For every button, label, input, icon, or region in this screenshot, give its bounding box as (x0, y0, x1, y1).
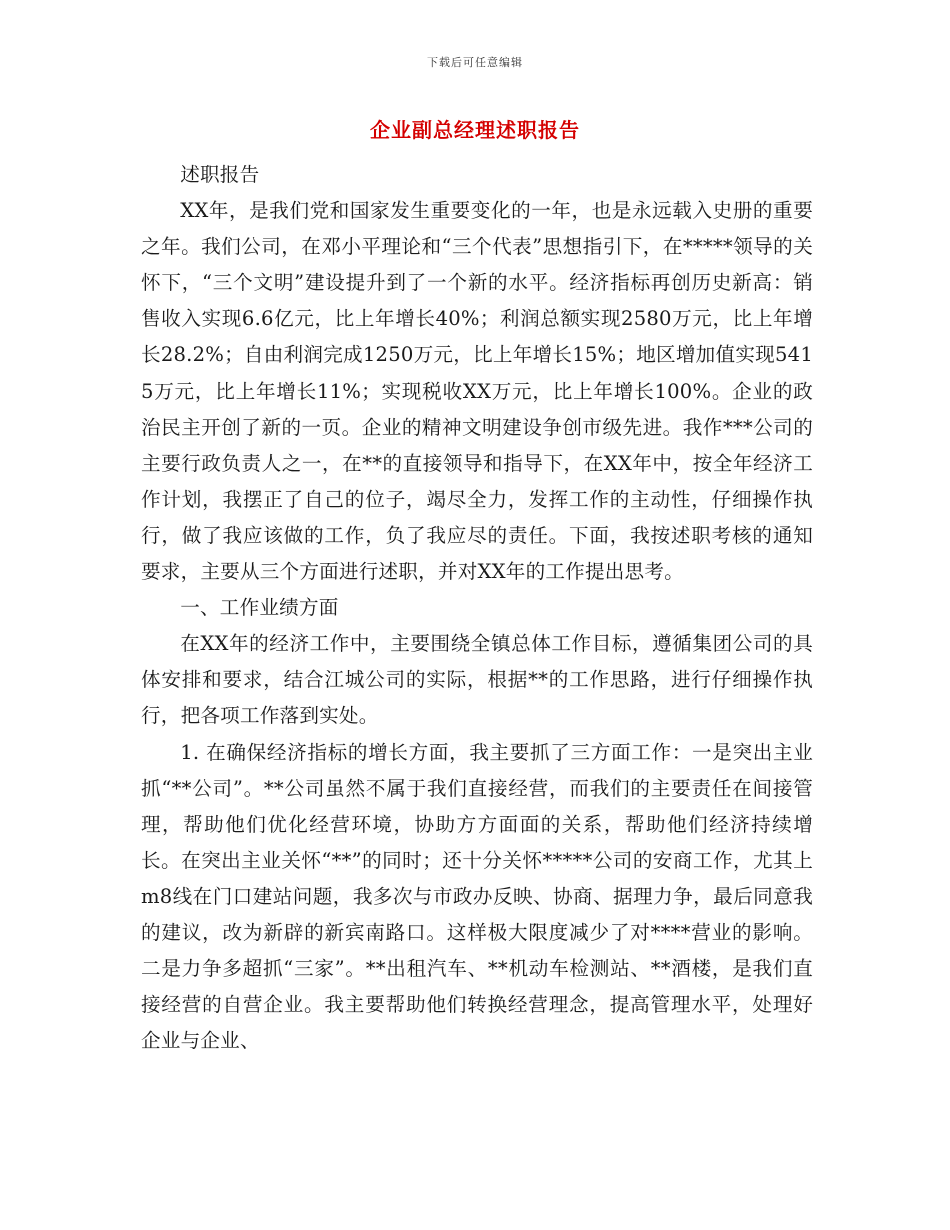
paragraph-section-heading: 一、工作业绩方面 (180, 596, 339, 620)
paragraph-item-1: 1. 在确保经济指标的增长方面，我主要抓了三方面工作：一是突出主业抓“**公司”。**公司虽然不属于我们直接经营，而我们的主要责任在间接管理，帮助他们优化经营环境，协助方方面面的关系，帮助他们经济持续增长。在突出主业关怀“**”的同时；还十分关怀*****公司的安商工作，尤其上m8线在门口建站问题，我多次与市政办反映、协商、据理力争，最后同意我的建议，改为新辟的新宾南路口。这样极大限度减少了对****营业的影响。二是力争多超抓“三家”。**出租汽车、**机动车检测站、**酒楼，是我们直接经营的自营企业。我主要帮助他们转换经营理念，提高管理水平，处理好企业与企业、 (141, 740, 813, 1053)
paragraph-section-intro: 在XX年的经济工作中，主要围绕全镇总体工作目标，遵循集团公司的具体安排和要求，结合江城公司的实际，根据**的工作思路，进行仔细操作执行，把各项工作落到实处。 (141, 632, 813, 728)
paragraph-report-label: 述职报告 (180, 163, 260, 186)
document-body (141, 157, 813, 1059)
paragraph-intro: XX年，是我们党和国家发生重要变化的一年，也是永远载入史册的重要之年。我们公司，在邓小平理论和“三个代表”思想指引下，在*****领导的关怀下，“三个文明”建设提升到了一个新的水平。经济指标再创历史新高：销售收入实现6.6亿元，比上年增长40%；利润总额实现2580万元，比上年增长28.2%；自由利润完成1250万元，比上年增长15%；地区增加值实现5415万元，比上年增长11%；实现税收XX万元，比上年增长100%。企业的政治民主开创了新的一页。企业的精神文明建设争创市级先进。我作***公司的主要行政负责人之一，在**的直接领导和指导下，在XX年中，按全年经济工作计划，我摆正了自己的位子，竭尽全力，发挥工作的主动性，仔细操作执行，做了我应该做的工作，负了我应尽的责任。下面，我按述职考核的通知要求，主要从三个方面进行述职，并对XX年的工作提出思考。 (141, 199, 813, 584)
header-note: 下载后可任意编辑 (427, 56, 523, 69)
document-title: 企业副总经理述职报告 (370, 118, 580, 142)
